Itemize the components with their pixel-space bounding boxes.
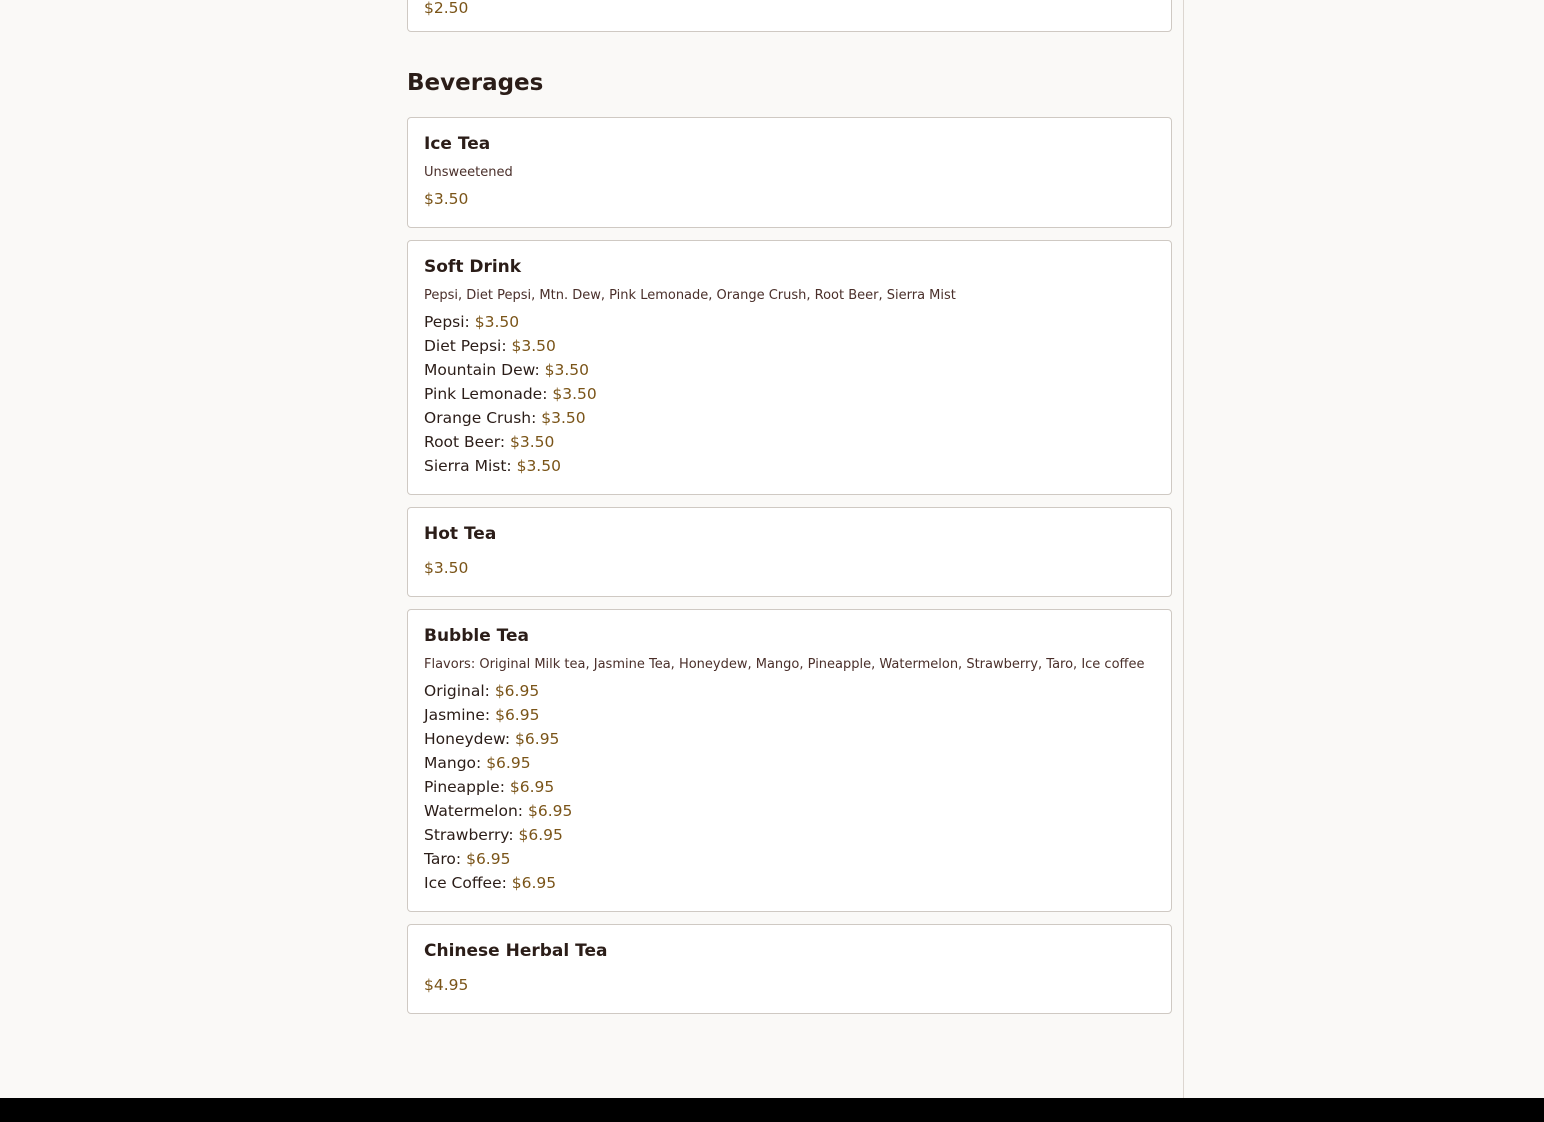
variant-row [424,382,1155,406]
variant-price: $6.95 [466,850,511,868]
variant-label: Ice Coffee: [424,874,507,892]
item-price: $4.95 [424,976,469,994]
variant-row [424,703,1155,727]
variant-price: $6.95 [495,706,540,724]
variant-row [424,799,1155,823]
variant-price: $6.95 [509,778,555,796]
variant-row [424,358,1155,382]
item-description: Unsweetened [424,165,513,180]
variant-price: $6.95 [515,730,560,748]
variant-row [424,823,1155,847]
variant-label: Sierra Mist: [424,457,512,475]
variant-row [424,847,1155,871]
item-price: $3.50 [424,559,469,577]
menu-item-card [407,609,1172,912]
variant-label: Taro: [424,850,462,868]
item-name: Chinese Herbal Tea [424,941,608,961]
variant-price: $6.95 [518,826,563,844]
variant-label: Mountain Dew: [424,361,540,379]
item-description: Flavors: Original Milk tea, Jasmine Tea, Honeydew, Mango, Pineapple, Watermelon, Strawberry, Taro, Ice coffee [424,657,1145,672]
variant-label: Orange Crush: [424,409,537,427]
variant-label: Jasmine: [424,706,491,724]
variant-label: Original: [424,682,490,700]
menu-item-card [407,924,1172,1014]
variant-price: $3.50 [544,361,589,379]
variant-price: $6.95 [494,682,540,700]
variant-row [424,679,1155,703]
item-description: Pepsi, Diet Pepsi, Mtn. Dew, Pink Lemonade, Orange Crush, Root Beer, Sierra Mist [424,288,956,303]
item-price: $3.50 [424,190,469,208]
item-name: Hot Tea [424,524,497,544]
menu-item-card [407,507,1172,597]
variant-price: $6.95 [527,802,573,820]
variant-price: $3.50 [510,433,555,451]
variant-price: $3.50 [516,457,561,475]
beverages-list [407,117,1172,1026]
variant-list [424,310,1155,478]
variant-price: $6.95 [486,754,531,772]
variant-row [424,871,1155,895]
menu-item-card [407,117,1172,228]
variant-label: Strawberry: [424,826,514,844]
variant-row [424,727,1155,751]
item-price: $2.50 [424,0,469,17]
content-divider [1183,0,1184,1098]
variant-price: $3.50 [474,313,520,331]
variant-label: Pink Lemonade: [424,385,548,403]
variant-price: $3.50 [511,337,556,355]
variant-row [424,751,1155,775]
variant-list [424,679,1155,895]
variant-price: $3.50 [552,385,597,403]
variant-label: Root Beer: [424,433,506,451]
variant-row [424,430,1155,454]
menu-item-card [407,240,1172,495]
variant-label: Watermelon: [424,802,524,820]
variant-price: $3.50 [541,409,586,427]
item-name: Bubble Tea [424,626,530,646]
variant-label: Honeydew: [424,730,511,748]
variant-row [424,310,1155,334]
previous-menu-item-card [407,0,1172,32]
variant-label: Pepsi: [424,313,470,331]
variant-row [424,406,1155,430]
footer-bar [0,1098,1544,1122]
variant-label: Diet Pepsi: [424,337,507,355]
variant-price: $6.95 [511,874,557,892]
variant-row [424,454,1155,478]
item-name: Soft Drink [424,257,522,277]
item-name: Ice Tea [424,134,491,154]
variant-label: Pineapple: [424,778,505,796]
variant-row [424,334,1155,358]
variant-label: Mango: [424,754,482,772]
variant-row [424,775,1155,799]
section-heading-beverages: Beverages [407,70,544,96]
